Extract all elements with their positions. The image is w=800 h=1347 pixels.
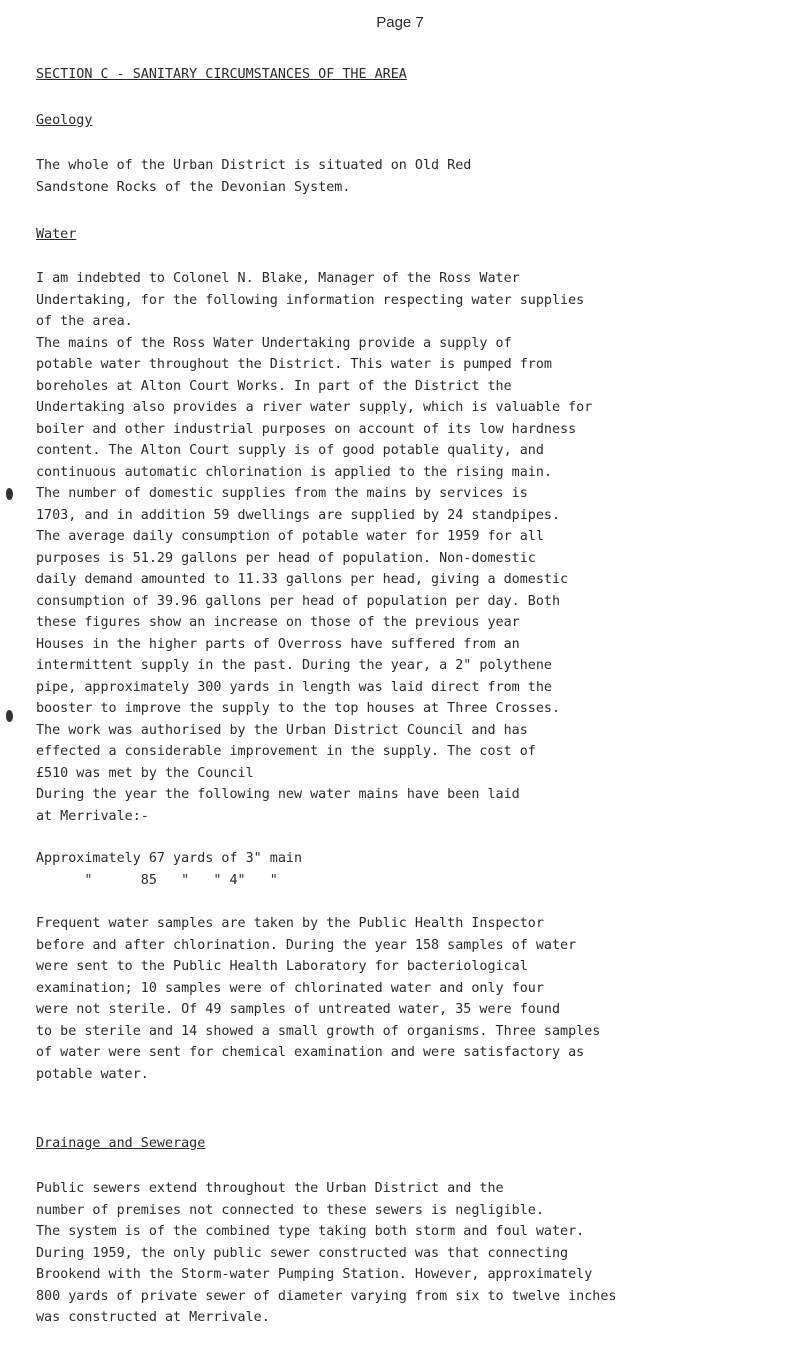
text-line: boiler and other industrial purposes on account of its low hardness bbox=[36, 421, 577, 437]
text-line: consumption of 39.96 gallons per head of population per day. Both bbox=[36, 593, 561, 609]
text-line: daily demand amounted to 11.33 gallons per head, giving a domestic bbox=[36, 572, 569, 587]
text-line: Frequent water samples are taken by the Public Health Inspector bbox=[36, 916, 544, 931]
text-line: 800 yards of private sewer of diameter varying from six to twelve inches bbox=[36, 1288, 617, 1304]
mains-line: Approximately 67 yards of 3" main bbox=[36, 851, 303, 866]
text-line: pipe, approximately 300 yards in length was laid direct from the bbox=[36, 679, 552, 695]
text-line: Houses in the higher parts of Overross have suffered from an bbox=[36, 636, 520, 652]
water-paragraph bbox=[36, 268, 776, 827]
text-line: potable water throughout the District. This water is pumped from bbox=[36, 357, 552, 372]
text-line: at Merrivale:- bbox=[36, 808, 149, 824]
text-line: £510 was met by the Council bbox=[36, 765, 254, 781]
text-line: were not sterile. Of 49 samples of untreated water, 35 were found bbox=[36, 1002, 561, 1017]
text-line: Sandstone Rocks of the Devonian System. bbox=[36, 179, 351, 195]
text-line: The average daily consumption of potable water for 1959 for all bbox=[36, 529, 544, 544]
text-line: The mains of the Ross Water Undertaking provide a supply of bbox=[36, 335, 512, 351]
text-line: of water were sent for chemical examination and were satisfactory as bbox=[36, 1045, 585, 1060]
scan-mark bbox=[6, 710, 13, 722]
mains-line: " 85 " " 4" " bbox=[36, 872, 278, 888]
text-line: examination; 10 samples were of chlorinated water and only four bbox=[36, 980, 544, 996]
text-line: During the year the following new water mains have been laid bbox=[36, 787, 520, 802]
text-line: During 1959, the only public sewer constructed was that connecting bbox=[36, 1245, 569, 1261]
text-line: were sent to the Public Health Laboratory for bacteriological bbox=[36, 959, 528, 974]
text-line: continuous automatic chlorination is applied to the rising main. bbox=[36, 464, 552, 480]
geology-heading: Geology bbox=[36, 113, 93, 128]
samples-paragraph bbox=[36, 913, 776, 1085]
text-line: I am indebted to Colonel N. Blake, Manager of the Ross Water bbox=[36, 271, 520, 286]
text-line: content. The Alton Court supply is of good potable quality, and bbox=[36, 443, 544, 458]
text-line: The work was authorised by the Urban District Council and has bbox=[36, 722, 528, 738]
text-line: Brookend with the Storm-water Pumping Station. However, approximately bbox=[36, 1267, 593, 1282]
text-line: 1703, and in addition 59 dwellings are supplied by 24 standpipes. bbox=[36, 507, 561, 523]
text-line: effected a considerable improvement in the supply. The cost of bbox=[36, 744, 536, 759]
section-title: SECTION C - SANITARY CIRCUMSTANCES OF THE AREA bbox=[36, 67, 407, 82]
text-line: Undertaking, for the following information respecting water supplies bbox=[36, 292, 585, 308]
scan-mark bbox=[6, 488, 13, 500]
drainage-paragraph bbox=[36, 1178, 776, 1329]
text-line: boreholes at Alton Court Works. In part of the District the bbox=[36, 378, 512, 394]
text-line: before and after chlorination. During the year 158 samples of water bbox=[36, 937, 577, 953]
text-line: number of premises not connected to these sewers is negligible. bbox=[36, 1202, 544, 1218]
text-line: these figures show an increase on those of the previous year bbox=[36, 615, 520, 630]
text-line: of the area. bbox=[36, 314, 133, 329]
text-line: Public sewers extend throughout the Urban District and the bbox=[36, 1181, 504, 1196]
drainage-heading: Drainage and Sewerage bbox=[36, 1136, 206, 1151]
text-line: Undertaking also provides a river water supply, which is valuable for bbox=[36, 400, 593, 415]
geology-paragraph bbox=[36, 155, 776, 198]
text-line: purposes is 51.29 gallons per head of population. Non-domestic bbox=[36, 550, 536, 566]
page-number: Page 7 bbox=[376, 14, 424, 31]
text-line: intermittent supply in the past. During the year, a 2" polythene bbox=[36, 658, 552, 673]
mains-list bbox=[36, 848, 776, 891]
water-heading: Water bbox=[36, 227, 77, 242]
text-line: The whole of the Urban District is situated on Old Red bbox=[36, 158, 472, 173]
text-line: was constructed at Merrivale. bbox=[36, 1310, 270, 1325]
text-line: potable water. bbox=[36, 1066, 149, 1082]
text-line: booster to improve the supply to the top houses at Three Crosses. bbox=[36, 701, 561, 716]
text-line: to be sterile and 14 showed a small growth of organisms. Three samples bbox=[36, 1023, 601, 1039]
text-line: The system is of the combined type taking both storm and foul water. bbox=[36, 1224, 585, 1239]
text-line: The number of domestic supplies from the mains by services is bbox=[36, 486, 528, 501]
